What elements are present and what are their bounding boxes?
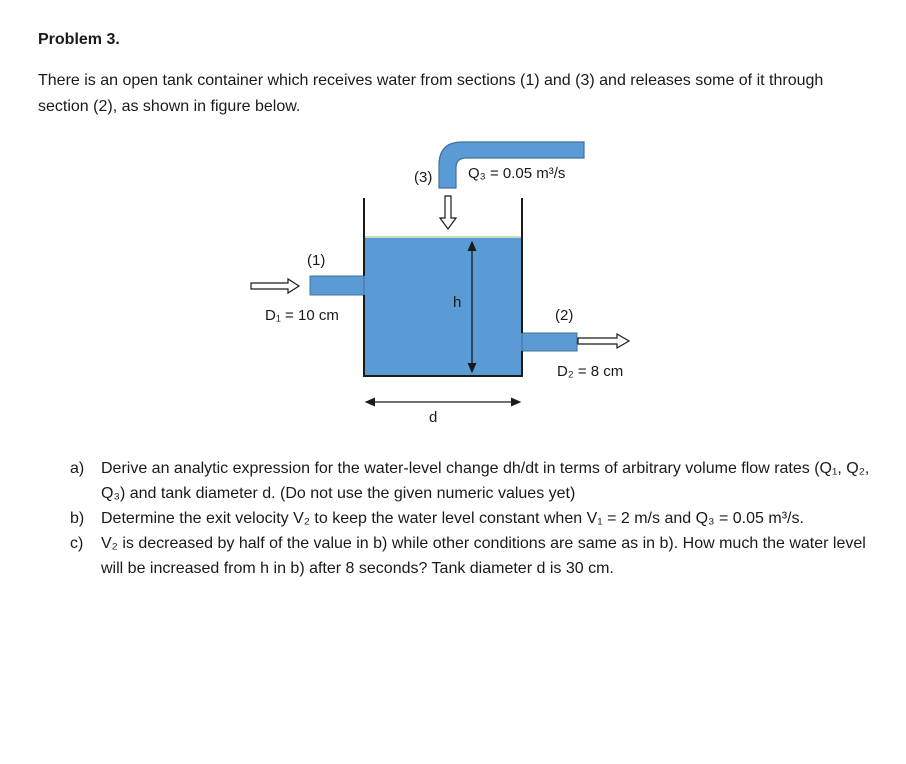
q3-label: Q₃ = 0.05 m³/s [468,165,566,182]
question-letter: b) [70,510,85,527]
height-label: h [453,294,462,311]
flow-arrow-in-icon [251,279,299,293]
question-list [70,456,870,581]
question-b [70,506,870,531]
outlet-pipe-2 [522,333,577,351]
question-text: Determine the exit velocity V₂ to keep the water level constant when V₁ = 2 m/s and Q₃ = 0.05 m³/s. [101,510,804,527]
question-letter: c) [70,535,84,552]
inlet-pipe-1 [310,276,364,295]
question-c [70,531,870,581]
problem-intro: There is an open tank container which receives water from sections (1) and (3) and releases some of it through section (2), as shown in figure below. [38,72,824,115]
tank-water [364,237,522,376]
section-3-label: (3) [414,169,433,186]
question-text: Derive an analytic expression for the water-level change dh/dt in terms of arbitrary volume flow rates (Q₁, Q₂, Q₃) and tank diameter d. (Do not use the given numeric values yet) [101,460,870,502]
flow-arrow-down-icon [440,196,456,229]
section-1-label: (1) [307,252,326,269]
question-a [70,456,870,506]
d1-label: D₁ = 10 cm [265,307,339,324]
section-2-label: (2) [555,307,574,324]
question-letter: a) [70,460,85,477]
d2-label: D₂ = 8 cm [557,363,624,380]
flow-arrow-out-icon [578,334,629,348]
diameter-label: d [429,409,438,426]
question-text: V₂ is decreased by half of the value in b) while other conditions are same as in b). How much the water level will be increased from h in b) after 8 seconds? Tank diameter d is 30 cm. [101,535,866,577]
problem-title: Problem 3. [38,31,120,48]
